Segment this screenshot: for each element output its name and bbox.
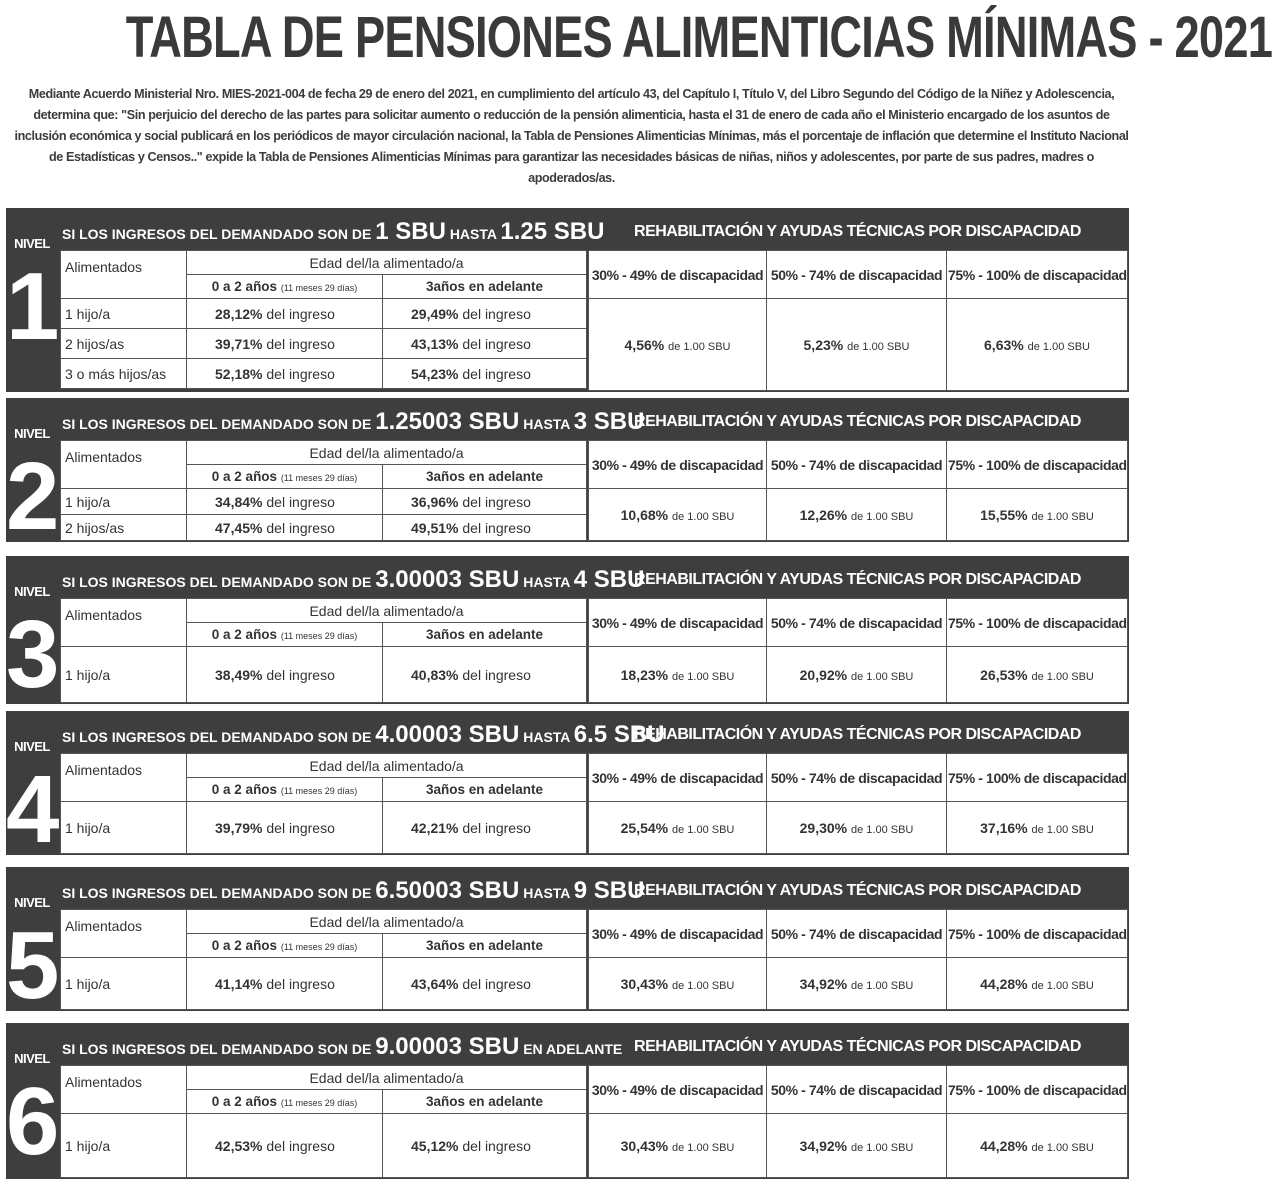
of-sbu: de 1.00 SBU xyxy=(851,823,914,836)
income-range-header xyxy=(62,873,645,909)
disability-header-row xyxy=(589,251,1128,299)
table-row xyxy=(61,299,587,329)
disability-value xyxy=(767,958,947,1010)
age-header: Edad del/la alimentado/a xyxy=(187,910,587,934)
age-header-row xyxy=(61,754,587,778)
disability-value xyxy=(947,802,1128,854)
disability-range-header: 75% - 100% de discapacidad xyxy=(947,754,1128,802)
disability-percentage: 44,28% xyxy=(980,975,1028,992)
disability-range-header: 30% - 49% de discapacidad xyxy=(589,251,767,299)
alimentados-label: Alimentados xyxy=(61,754,187,802)
of-income: del ingreso xyxy=(462,819,531,836)
of-income: del ingreso xyxy=(266,305,335,322)
disability-range-header: 75% - 100% de discapacidad xyxy=(947,1066,1128,1114)
disability-table xyxy=(588,440,1128,541)
table-row xyxy=(61,647,587,703)
table-row xyxy=(61,489,587,515)
pct-0-2-years xyxy=(187,802,383,854)
disability-range-header: 50% - 74% de discapacidad xyxy=(767,1066,947,1114)
disability-percentage: 4,56% xyxy=(624,336,665,353)
pct-0-2-years xyxy=(187,299,383,329)
range-join: HASTA xyxy=(523,416,570,432)
level-block xyxy=(6,398,1129,550)
of-sbu: de 1.00 SBU xyxy=(672,510,735,523)
age-0-2-header xyxy=(187,465,383,489)
level-word: NIVEL xyxy=(14,236,50,251)
of-income: del ingreso xyxy=(266,365,335,382)
range-from: 9.00003 SBU xyxy=(375,1033,520,1060)
percentage: 29,49% xyxy=(411,305,459,322)
disability-range-header: 50% - 74% de discapacidad xyxy=(767,754,947,802)
disability-value xyxy=(589,1114,767,1178)
level-word: NIVEL xyxy=(14,584,50,599)
age-0-2-header xyxy=(187,1090,383,1114)
income-prefix: SI LOS INGRESOS DEL DEMANDADO SON DE xyxy=(62,885,372,901)
alimentados-label: Alimentados xyxy=(61,441,187,489)
level-block xyxy=(6,208,1129,392)
level-number: 5 xyxy=(6,912,60,1019)
level-number: 1 xyxy=(6,253,60,360)
disability-value xyxy=(589,647,767,703)
disability-percentage: 5,23% xyxy=(803,336,844,353)
of-income: del ingreso xyxy=(462,335,531,352)
disability-value xyxy=(947,647,1128,703)
income-prefix: SI LOS INGRESOS DEL DEMANDADO SON DE xyxy=(62,226,372,242)
pct-3-plus-years xyxy=(383,1114,587,1178)
range-from: 1 SBU xyxy=(375,218,446,245)
of-income: del ingreso xyxy=(266,519,335,536)
children-count: 1 hijo/a xyxy=(61,1114,187,1178)
disability-range-header: 30% - 49% de discapacidad xyxy=(589,910,767,958)
disability-range-header: 30% - 49% de discapacidad xyxy=(589,441,767,489)
age-0-2-label: 0 a 2 años xyxy=(211,279,278,294)
disability-range-header: 50% - 74% de discapacidad xyxy=(767,251,947,299)
of-sbu: de 1.00 SBU xyxy=(668,340,731,353)
level-number: 2 xyxy=(6,443,60,550)
pension-table xyxy=(60,909,587,1010)
level-block xyxy=(6,556,1129,708)
of-income: del ingreso xyxy=(266,666,335,683)
income-prefix: SI LOS INGRESOS DEL DEMANDADO SON DE xyxy=(62,574,372,590)
disability-percentage: 18,23% xyxy=(620,666,669,683)
pct-3-plus-years xyxy=(383,802,587,854)
disability-value xyxy=(589,958,767,1010)
disability-value xyxy=(589,802,767,854)
age-header-row xyxy=(61,1066,587,1090)
range-from: 1.25003 SBU xyxy=(375,408,520,435)
percentage: 39,79% xyxy=(215,819,263,836)
disability-table xyxy=(588,1065,1128,1178)
disability-values-row xyxy=(589,1114,1128,1178)
disability-range-header: 30% - 49% de discapacidad xyxy=(589,754,767,802)
level-word: NIVEL xyxy=(14,895,50,910)
age-0-2-label: 0 a 2 años xyxy=(211,469,278,484)
disability-range-header: 75% - 100% de discapacidad xyxy=(947,910,1128,958)
table-row xyxy=(61,359,587,389)
level-number: 3 xyxy=(6,601,60,708)
disability-percentage: 30,43% xyxy=(620,975,669,992)
range-join: HASTA xyxy=(523,885,570,901)
disability-value xyxy=(767,299,947,391)
age-header: Edad del/la alimentado/a xyxy=(187,441,587,465)
age-3-plus-header: 3años en adelante xyxy=(383,623,587,647)
range-to: 3 SBU xyxy=(573,408,645,435)
disability-header-row xyxy=(589,599,1128,647)
disability-header-row xyxy=(589,441,1128,489)
disability-percentage: 29,30% xyxy=(799,819,848,836)
disability-percentage: 30,43% xyxy=(620,1137,669,1154)
percentage: 42,53% xyxy=(215,1137,263,1154)
disability-range-header: 75% - 100% de discapacidad xyxy=(947,251,1128,299)
table-row xyxy=(61,802,587,854)
pct-3-plus-years xyxy=(383,647,587,703)
disability-value xyxy=(947,299,1128,391)
range-join: HASTA xyxy=(523,574,570,590)
age-0-2-note: (11 meses 29 días) xyxy=(280,942,358,952)
percentage: 34,84% xyxy=(215,493,263,510)
of-sbu: de 1.00 SBU xyxy=(672,823,735,836)
percentage: 43,13% xyxy=(411,335,459,352)
intro-paragraph: Mediante Acuerdo Ministerial Nro. MIES-2021-004 de fecha 29 de enero del 2021, en cumplimiento del artículo 43, del Capítulo I, Título V, del Libro Segundo del Código de la Niñez y Adolescencia, determina que: "Sin perjuicio del derecho de las partes para solicitar aumento o reducción de la pensión alimenticia, hasta el 31 de enero de cada año el Ministerio encargado de los asuntos de inclusión económica y social publicará en los periódicos de mayor circulación nacional, la Tabla de Pensiones Alimenticias Mínimas, más el porcentaje de inflación que determine el Instituto Nacional de Estadísticas y Censos.." expide la Tabla de Pensiones Alimenticias Mínimas para garantizar las necesidades básicas de niñas, niños y adolescentes, por parte de sus padres, madres o apoderados/as. xyxy=(14,87,1129,185)
of-income: del ingreso xyxy=(462,365,531,382)
of-sbu: de 1.00 SBU xyxy=(672,979,735,992)
range-join: EN ADELANTE xyxy=(523,1041,623,1057)
pension-table xyxy=(60,440,587,541)
of-sbu: de 1.00 SBU xyxy=(1031,823,1094,836)
pct-0-2-years xyxy=(187,647,383,703)
rehab-header: REHABILITACIÓN Y AYUDAS TÉCNICAS POR DISCAPACIDAD xyxy=(634,882,1081,899)
percentage: 54,23% xyxy=(411,365,459,382)
disability-table xyxy=(588,753,1128,854)
age-0-2-header xyxy=(187,275,383,299)
of-income: del ingreso xyxy=(266,493,335,510)
level-side xyxy=(6,711,60,863)
of-sbu: de 1.00 SBU xyxy=(1027,340,1090,353)
rehab-header: REHABILITACIÓN Y AYUDAS TÉCNICAS POR DISCAPACIDAD xyxy=(634,1038,1081,1055)
age-header-row xyxy=(61,441,587,465)
age-3-plus-header: 3años en adelante xyxy=(383,275,587,299)
pct-3-plus-years xyxy=(383,515,587,541)
of-sbu: de 1.00 SBU xyxy=(851,979,914,992)
pct-3-plus-years xyxy=(383,299,587,329)
percentage: 38,49% xyxy=(215,666,263,683)
disability-percentage: 12,26% xyxy=(799,506,848,523)
disability-value xyxy=(947,958,1128,1010)
range-join: HASTA xyxy=(523,729,570,745)
age-3-plus-header: 3años en adelante xyxy=(383,1090,587,1114)
age-3-plus-header: 3años en adelante xyxy=(383,465,587,489)
age-0-2-label: 0 a 2 años xyxy=(211,782,278,797)
disability-value xyxy=(947,489,1128,541)
table-row xyxy=(61,515,587,541)
income-range-header xyxy=(62,562,645,598)
of-sbu: de 1.00 SBU xyxy=(851,510,914,523)
disability-range-header: 75% - 100% de discapacidad xyxy=(947,441,1128,489)
pension-table xyxy=(60,753,587,854)
level-word: NIVEL xyxy=(14,739,50,754)
disability-percentage: 34,92% xyxy=(799,1137,848,1154)
level-side xyxy=(6,556,60,708)
range-from: 3.00003 SBU xyxy=(375,566,520,593)
range-from: 6.50003 SBU xyxy=(375,877,520,904)
disability-range-header: 50% - 74% de discapacidad xyxy=(767,599,947,647)
children-count: 1 hijo/a xyxy=(61,489,187,515)
disability-values-row xyxy=(589,647,1128,703)
disability-range-header: 30% - 49% de discapacidad xyxy=(589,1066,767,1114)
pct-0-2-years xyxy=(187,515,383,541)
pct-0-2-years xyxy=(187,489,383,515)
percentage: 28,12% xyxy=(215,305,263,322)
pct-0-2-years xyxy=(187,329,383,359)
age-header-row xyxy=(61,251,587,275)
disability-percentage: 26,53% xyxy=(980,666,1028,683)
of-sbu: de 1.00 SBU xyxy=(1031,979,1094,992)
pct-0-2-years xyxy=(187,958,383,1010)
age-0-2-note: (11 meses 29 días) xyxy=(280,786,358,796)
range-from: 4.00003 SBU xyxy=(375,721,520,748)
disability-percentage: 6,63% xyxy=(984,336,1024,353)
pension-table xyxy=(60,1065,587,1178)
rehab-header: REHABILITACIÓN Y AYUDAS TÉCNICAS POR DISCAPACIDAD xyxy=(634,413,1081,430)
percentage: 52,18% xyxy=(215,365,263,382)
rehab-header: REHABILITACIÓN Y AYUDAS TÉCNICAS POR DISCAPACIDAD xyxy=(634,223,1081,240)
level-block xyxy=(6,867,1129,1019)
disability-table xyxy=(588,909,1128,1010)
income-prefix: SI LOS INGRESOS DEL DEMANDADO SON DE xyxy=(62,1041,372,1057)
disability-header-row xyxy=(589,754,1128,802)
children-count: 3 o más hijos/as xyxy=(61,359,187,389)
page-title: TABLA DE PENSIONES ALIMENTICIAS MÍNIMAS - 2021 xyxy=(125,5,1272,70)
age-0-2-note: (11 meses 29 días) xyxy=(280,473,358,483)
of-income: del ingreso xyxy=(266,335,335,352)
range-to: 4 SBU xyxy=(573,566,645,593)
disability-values-row xyxy=(589,299,1128,391)
disability-table xyxy=(588,250,1128,391)
disability-percentage: 44,28% xyxy=(980,1137,1028,1154)
percentage: 45,12% xyxy=(411,1137,459,1154)
pct-3-plus-years xyxy=(383,359,587,389)
range-to: 6.5 SBU xyxy=(573,721,665,748)
of-sbu: de 1.00 SBU xyxy=(1031,670,1094,683)
age-3-plus-header: 3años en adelante xyxy=(383,778,587,802)
percentage: 39,71% xyxy=(215,335,263,352)
disability-value xyxy=(589,299,767,391)
age-0-2-label: 0 a 2 años xyxy=(211,627,278,642)
disability-header-row xyxy=(589,910,1128,958)
of-income: del ingreso xyxy=(462,1137,531,1154)
children-count: 1 hijo/a xyxy=(61,299,187,329)
age-0-2-label: 0 a 2 años xyxy=(211,938,278,953)
of-income: del ingreso xyxy=(462,493,531,510)
income-range-header xyxy=(62,214,605,250)
age-3-plus-header: 3años en adelante xyxy=(383,934,587,958)
rehab-header: REHABILITACIÓN Y AYUDAS TÉCNICAS POR DISCAPACIDAD xyxy=(634,726,1081,743)
percentage: 40,83% xyxy=(411,666,459,683)
of-income: del ingreso xyxy=(462,519,531,536)
income-range-header xyxy=(62,404,645,440)
disability-percentage: 25,54% xyxy=(620,819,669,836)
alimentados-label: Alimentados xyxy=(61,251,187,299)
level-side xyxy=(6,398,60,550)
age-header: Edad del/la alimentado/a xyxy=(187,1066,587,1090)
of-sbu: de 1.00 SBU xyxy=(851,670,914,683)
of-sbu: de 1.00 SBU xyxy=(847,340,910,353)
of-sbu: de 1.00 SBU xyxy=(672,670,735,683)
of-income: del ingreso xyxy=(266,819,335,836)
children-count: 1 hijo/a xyxy=(61,802,187,854)
age-header: Edad del/la alimentado/a xyxy=(187,251,587,275)
percentage: 36,96% xyxy=(411,493,459,510)
disability-table xyxy=(588,598,1128,703)
pct-0-2-years xyxy=(187,359,383,389)
of-income: del ingreso xyxy=(266,975,335,992)
disability-range-header: 75% - 100% de discapacidad xyxy=(947,599,1128,647)
age-0-2-label: 0 a 2 años xyxy=(211,1094,278,1109)
level-block xyxy=(6,1023,1129,1179)
age-0-2-note: (11 meses 29 días) xyxy=(280,283,358,293)
income-prefix: SI LOS INGRESOS DEL DEMANDADO SON DE xyxy=(62,729,372,745)
age-0-2-header xyxy=(187,623,383,647)
percentage: 47,45% xyxy=(215,519,263,536)
disability-value xyxy=(767,489,947,541)
age-header-row xyxy=(61,599,587,623)
of-income: del ingreso xyxy=(266,1137,335,1154)
income-range-header xyxy=(62,717,665,753)
level-word: NIVEL xyxy=(14,426,50,441)
disability-values-row xyxy=(589,489,1128,541)
of-income: del ingreso xyxy=(462,305,531,322)
disability-value xyxy=(767,802,947,854)
level-number: 6 xyxy=(6,1068,60,1175)
disability-value xyxy=(767,1114,947,1178)
disability-value xyxy=(767,647,947,703)
of-sbu: de 1.00 SBU xyxy=(672,1141,735,1154)
age-header-row xyxy=(61,910,587,934)
alimentados-label: Alimentados xyxy=(61,1066,187,1114)
disability-range-header: 50% - 74% de discapacidad xyxy=(767,910,947,958)
percentage: 43,64% xyxy=(411,975,459,992)
pct-3-plus-years xyxy=(383,958,587,1010)
disability-value xyxy=(589,489,767,541)
level-side xyxy=(6,208,58,392)
percentage: 42,21% xyxy=(411,819,459,836)
percentage: 41,14% xyxy=(215,975,263,992)
of-sbu: de 1.00 SBU xyxy=(851,1141,914,1154)
table-row xyxy=(61,958,587,1010)
disability-values-row xyxy=(589,958,1128,1010)
children-count: 2 hijos/as xyxy=(61,515,187,541)
level-side xyxy=(6,1023,58,1179)
range-to: 9 SBU xyxy=(573,877,645,904)
children-count: 1 hijo/a xyxy=(61,958,187,1010)
level-side xyxy=(6,867,60,1019)
alimentados-label: Alimentados xyxy=(61,599,187,647)
of-sbu: de 1.00 SBU xyxy=(1031,510,1094,523)
of-income: del ingreso xyxy=(462,666,531,683)
age-0-2-header xyxy=(187,934,383,958)
rehab-header: REHABILITACIÓN Y AYUDAS TÉCNICAS POR DISCAPACIDAD xyxy=(634,571,1081,588)
level-block xyxy=(6,711,1129,863)
income-prefix: SI LOS INGRESOS DEL DEMANDADO SON DE xyxy=(62,416,372,432)
children-count: 2 hijos/as xyxy=(61,329,187,359)
age-0-2-header xyxy=(187,778,383,802)
income-range-header xyxy=(62,1029,623,1065)
table-row xyxy=(61,1114,587,1178)
disability-percentage: 10,68% xyxy=(620,506,669,523)
age-0-2-note: (11 meses 29 días) xyxy=(280,631,358,641)
disability-percentage: 15,55% xyxy=(980,506,1028,523)
alimentados-label: Alimentados xyxy=(61,910,187,958)
disability-percentage: 34,92% xyxy=(799,975,848,992)
of-income: del ingreso xyxy=(462,975,531,992)
range-join: HASTA xyxy=(449,226,497,242)
disability-range-header: 30% - 49% de discapacidad xyxy=(589,599,767,647)
disability-range-header: 50% - 74% de discapacidad xyxy=(767,441,947,489)
level-word: NIVEL xyxy=(14,1051,50,1066)
children-count: 1 hijo/a xyxy=(61,647,187,703)
pct-0-2-years xyxy=(187,1114,383,1178)
pension-table xyxy=(60,250,587,389)
disability-percentage: 37,16% xyxy=(980,819,1028,836)
disability-values-row xyxy=(589,802,1128,854)
age-header: Edad del/la alimentado/a xyxy=(187,754,587,778)
of-sbu: de 1.00 SBU xyxy=(1031,1141,1094,1154)
range-to: 1.25 SBU xyxy=(500,218,605,245)
disability-percentage: 20,92% xyxy=(799,666,848,683)
age-header: Edad del/la alimentado/a xyxy=(187,599,587,623)
age-0-2-note: (11 meses 29 días) xyxy=(280,1098,358,1108)
table-row xyxy=(61,329,587,359)
percentage: 49,51% xyxy=(411,519,459,536)
disability-value xyxy=(947,1114,1128,1178)
pension-table xyxy=(60,598,587,703)
level-number: 4 xyxy=(6,756,60,863)
disability-header-row xyxy=(589,1066,1128,1114)
pct-3-plus-years xyxy=(383,329,587,359)
pct-3-plus-years xyxy=(383,489,587,515)
